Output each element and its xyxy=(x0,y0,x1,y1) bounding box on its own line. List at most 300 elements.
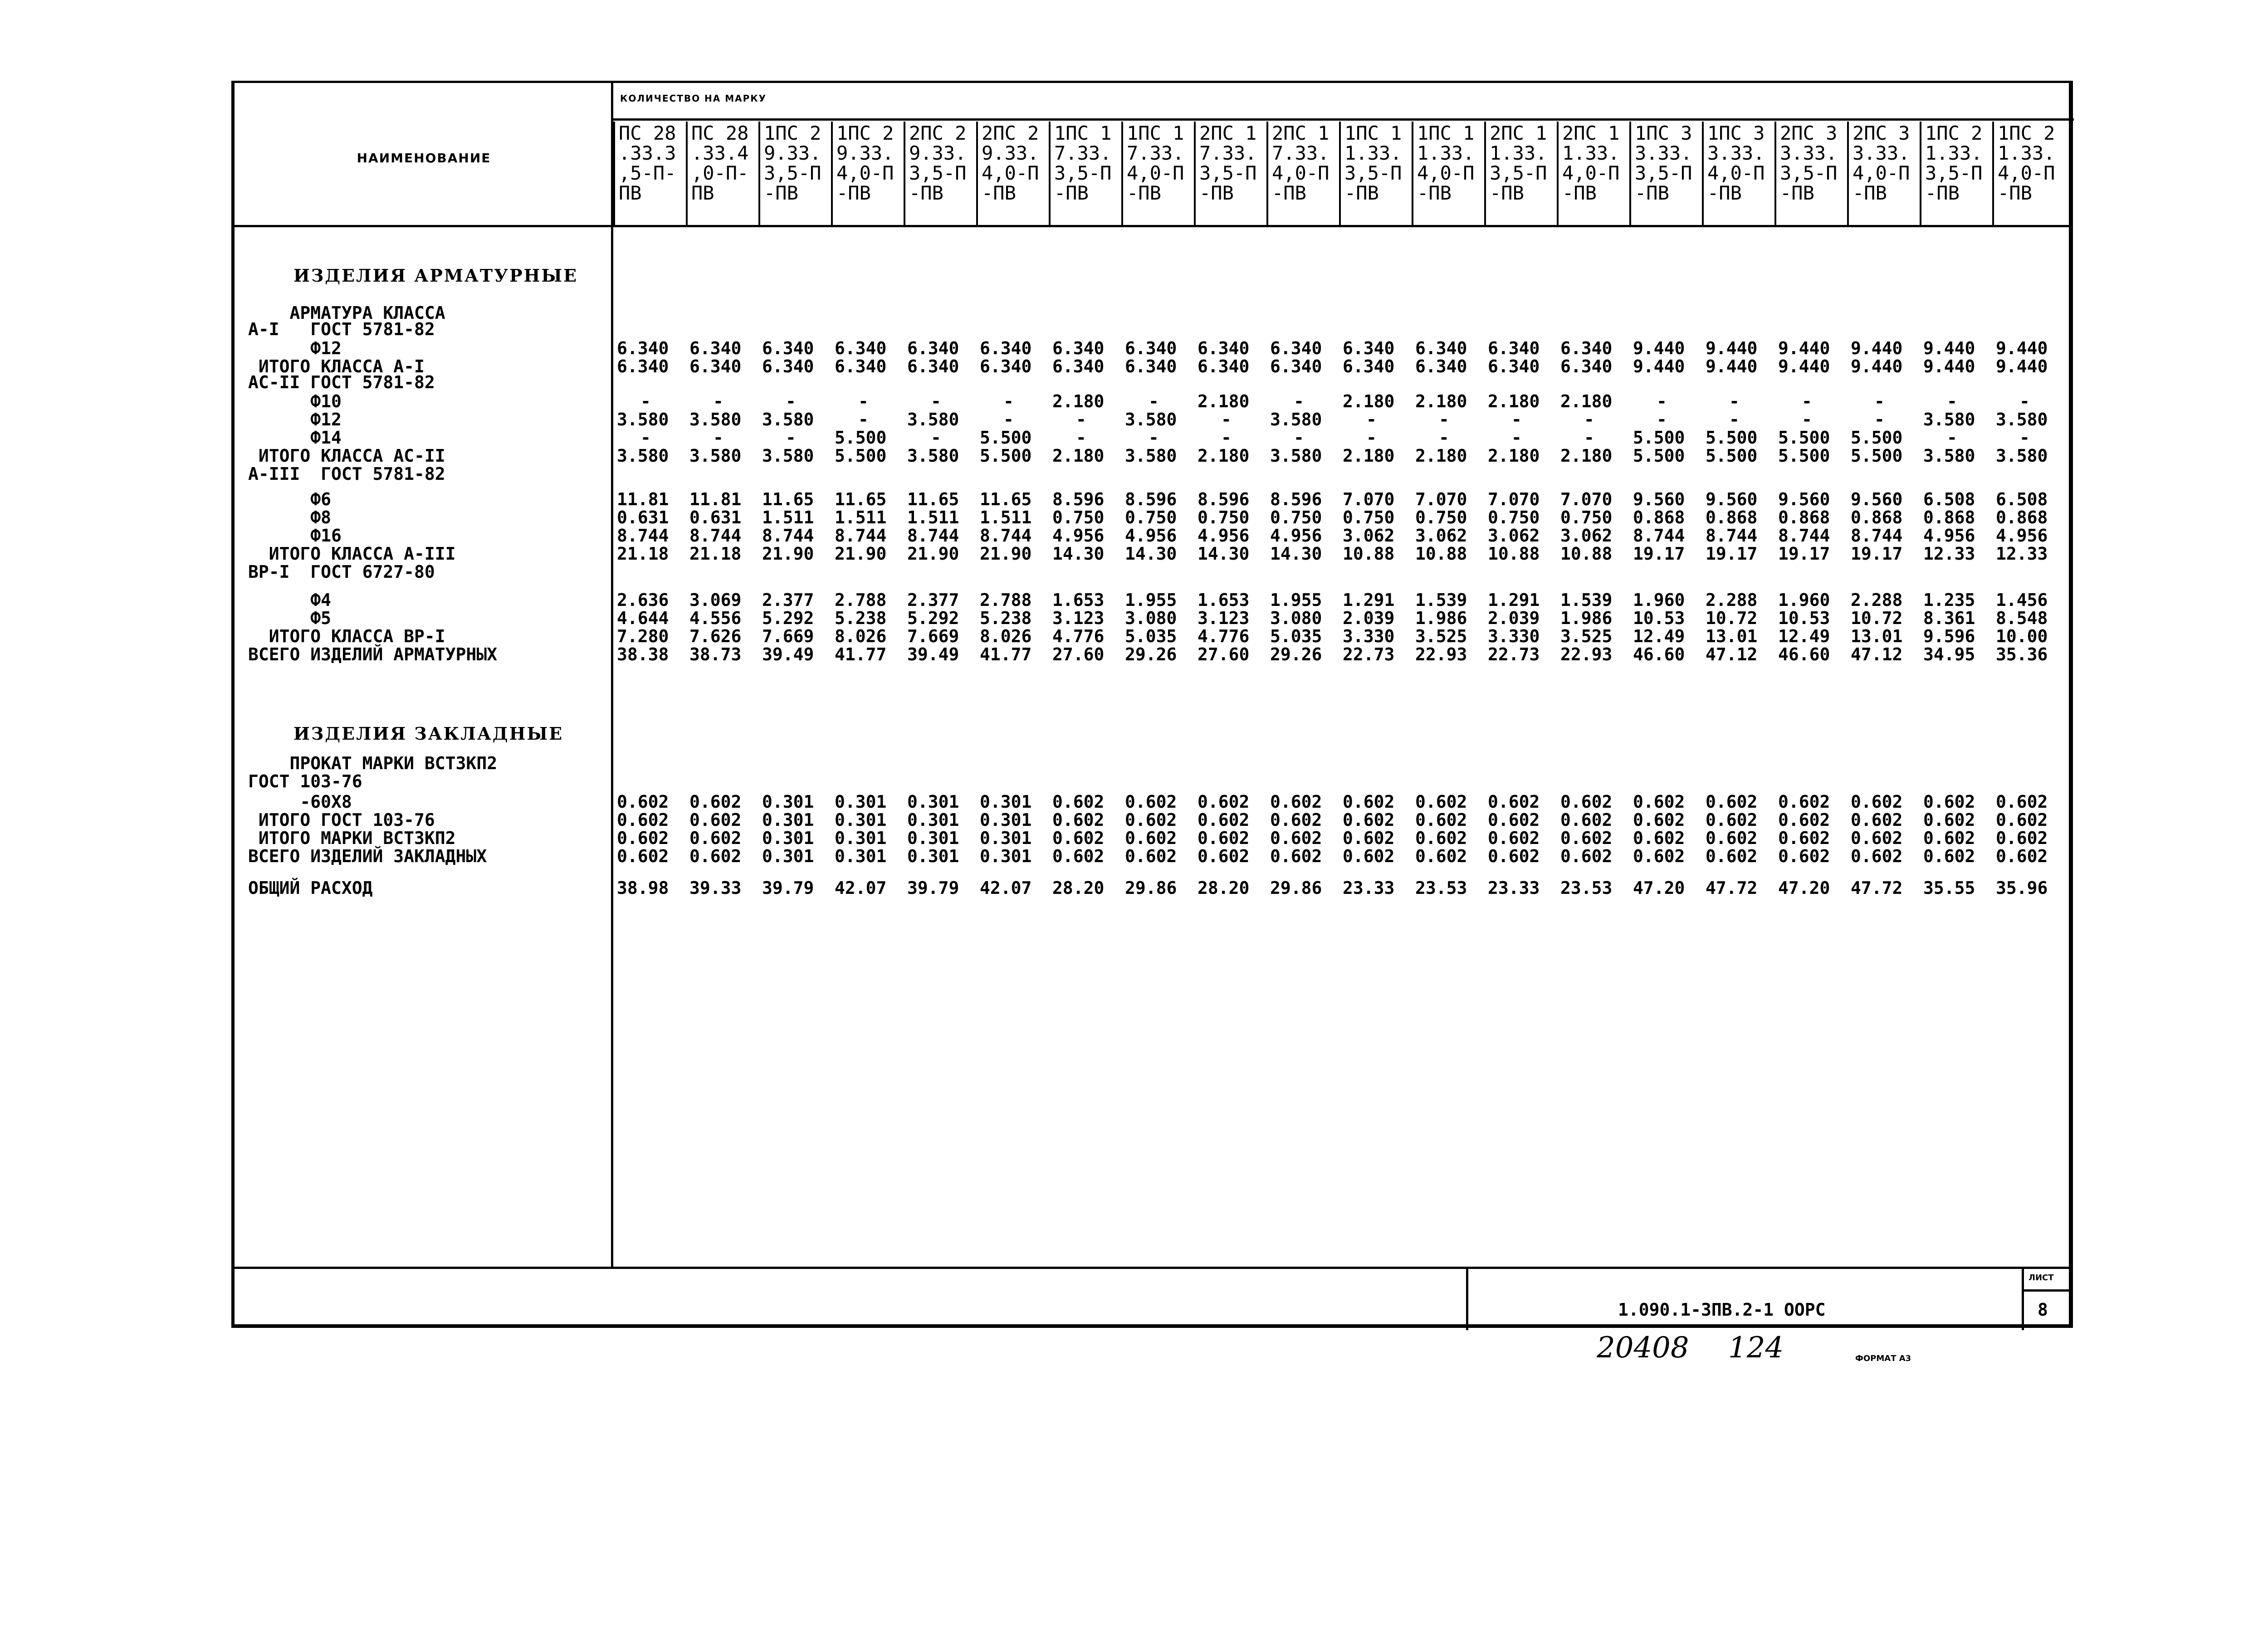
table-cell: 41.77 xyxy=(835,644,887,664)
table-cell: 1.291 xyxy=(1343,590,1395,610)
table-cell: 23.53 xyxy=(1560,878,1613,898)
table-cell: 2.180 xyxy=(1198,446,1250,466)
table-cell: 9.440 xyxy=(1996,338,2048,358)
table-row xyxy=(613,811,2065,829)
table-cell: 4.776 xyxy=(1052,626,1105,646)
table-cell: 2.377 xyxy=(907,590,959,610)
table-cell: 0.301 xyxy=(980,810,1032,830)
table-cell: - xyxy=(2019,428,2030,448)
row-label: ВР-I ГОСТ 6727-80 xyxy=(248,562,435,582)
mark-column-header: 1ПС 2 1.33. 4,0-П -ПВ xyxy=(1992,122,2065,226)
table-cell: 0.602 xyxy=(1488,792,1540,812)
table-cell: - xyxy=(1294,391,1304,411)
table-cell: 5.292 xyxy=(907,608,959,628)
table-cell: - xyxy=(1729,410,1740,429)
table-cell: 0.750 xyxy=(1052,507,1105,527)
table-cell: 0.602 xyxy=(1198,810,1250,830)
table-cell: 0.868 xyxy=(1996,507,2048,527)
table-cell: 0.750 xyxy=(1488,507,1540,527)
table-cell: 12.49 xyxy=(1633,626,1685,646)
table-cell: 0.602 xyxy=(1415,792,1467,812)
table-cell: 2.377 xyxy=(762,590,814,610)
table-cell: 0.602 xyxy=(1125,810,1177,830)
table-cell: 9.440 xyxy=(1778,356,1830,376)
table-cell: 5.500 xyxy=(1633,428,1685,448)
table-cell: 6.340 xyxy=(835,338,887,358)
mark-column-header: 1ПС 2 9.33. 3,5-П -ПВ xyxy=(758,122,831,226)
qty-header-divider xyxy=(611,118,2074,121)
table-cell: - xyxy=(1802,391,1812,411)
table-cell: 29.86 xyxy=(1125,878,1177,898)
mark-column-header: 2ПС 1 7.33. 3,5-П -ПВ xyxy=(1194,122,1266,226)
table-cell: 9.440 xyxy=(1778,338,1830,358)
table-cell: 21.90 xyxy=(835,544,887,564)
table-cell: 6.340 xyxy=(1560,338,1613,358)
table-cell: 0.602 xyxy=(1851,810,1903,830)
table-cell: 0.602 xyxy=(1270,828,1322,848)
table-cell: 3.525 xyxy=(1415,626,1467,646)
table-cell: 0.602 xyxy=(1052,828,1105,848)
sheet-cell-divider xyxy=(2022,1267,2024,1330)
table-cell: 0.602 xyxy=(1996,792,2048,812)
table-row xyxy=(613,508,2065,527)
handwritten-number-left: 20408 xyxy=(1597,1331,1689,1365)
table-cell: 3.580 xyxy=(1125,446,1177,466)
table-cell: 0.602 xyxy=(1198,792,1250,812)
row-label: -60Х8 xyxy=(248,792,352,812)
table-cell: - xyxy=(713,428,723,448)
section-heading: ИЗДЕЛИЯ ЗАКЛАДНЫЕ xyxy=(293,723,564,744)
table-cell: 11.81 xyxy=(617,489,669,509)
table-cell: 39.49 xyxy=(907,644,959,664)
table-cell: 0.602 xyxy=(1125,828,1177,848)
table-cell: 4.956 xyxy=(1125,526,1177,546)
table-cell: 1.511 xyxy=(980,507,1032,527)
table-cell: 8.026 xyxy=(835,626,887,646)
table-row xyxy=(613,339,2065,357)
table-cell: 0.868 xyxy=(1633,507,1685,527)
table-cell: 3.580 xyxy=(907,410,959,429)
table-cell: 4.776 xyxy=(1198,626,1250,646)
table-cell: 21.90 xyxy=(980,544,1032,564)
table-cell: 2.288 xyxy=(1851,590,1903,610)
table-cell: 29.26 xyxy=(1270,644,1322,664)
row-label: А-I ГОСТ 5781-82 xyxy=(248,319,435,339)
table-cell: 3.580 xyxy=(689,410,742,429)
table-cell: 0.602 xyxy=(1778,792,1830,812)
mark-column-header: 1ПС 1 1.33. 4,0-П -ПВ xyxy=(1412,122,1484,226)
table-cell: 4.956 xyxy=(1052,526,1105,546)
table-cell: 0.602 xyxy=(1851,828,1903,848)
table-cell: 3.580 xyxy=(1125,410,1177,429)
table-cell: 0.301 xyxy=(762,828,814,848)
table-cell: 0.602 xyxy=(1923,810,1975,830)
table-cell: - xyxy=(1874,391,1885,411)
sheet-label: ЛИСТ xyxy=(2028,1273,2054,1283)
row-label: ИТОГО КЛАССА ВР-I xyxy=(248,626,445,646)
row-label: ВСЕГО ИЗДЕЛИЙ АРМАТУРНЫХ xyxy=(248,644,498,664)
table-cell: 2.180 xyxy=(1343,446,1395,466)
table-cell: 0.301 xyxy=(907,828,959,848)
mark-column-header: 2ПС 1 1.33. 3,5-П -ПВ xyxy=(1484,122,1557,226)
table-cell: 0.602 xyxy=(1633,792,1685,812)
table-cell: 0.301 xyxy=(762,846,814,866)
table-cell: 2.180 xyxy=(1488,391,1540,411)
row-label: Ф12 xyxy=(248,410,342,429)
table-cell: 0.602 xyxy=(1270,792,1322,812)
table-cell: - xyxy=(1657,410,1667,429)
table-cell: 7.070 xyxy=(1560,489,1613,509)
sheet-number: 8 xyxy=(2038,1300,2048,1320)
table-cell: 6.340 xyxy=(1198,356,1250,376)
table-cell: 35.36 xyxy=(1996,644,2048,664)
table-cell: 0.602 xyxy=(1560,792,1613,812)
table-cell: 39.79 xyxy=(907,878,959,898)
table-row xyxy=(613,410,2065,429)
mark-column-header: 2ПС 1 1.33. 4,0-П -ПВ xyxy=(1557,122,1629,226)
table-cell: 0.750 xyxy=(1198,507,1250,527)
table-cell: 5.500 xyxy=(835,428,887,448)
table-cell: 6.340 xyxy=(617,356,669,376)
table-cell: - xyxy=(1439,410,1449,429)
table-cell: - xyxy=(1076,428,1086,448)
table-cell: 23.33 xyxy=(1488,878,1540,898)
table-cell: 1.511 xyxy=(762,507,814,527)
table-cell: 6.340 xyxy=(1343,356,1395,376)
table-cell: 1.511 xyxy=(907,507,959,527)
table-cell: 47.20 xyxy=(1778,878,1830,898)
mark-column-header: 2ПС 3 3.33. 3,5-П -ПВ xyxy=(1774,122,1847,226)
table-cell: 11.65 xyxy=(980,489,1032,509)
table-cell: 0.301 xyxy=(835,810,887,830)
table-cell: 0.750 xyxy=(1343,507,1395,527)
table-cell: 0.602 xyxy=(1415,828,1467,848)
table-cell: 35.55 xyxy=(1923,878,1975,898)
table-cell: 1.955 xyxy=(1125,590,1177,610)
stamp-top-rule xyxy=(235,1267,2072,1269)
table-cell: 3.123 xyxy=(1198,608,1250,628)
mark-column-header: 1ПС 3 3.33. 4,0-П -ПВ xyxy=(1702,122,1774,226)
table-cell: 0.602 xyxy=(1996,846,2048,866)
table-cell: - xyxy=(858,410,869,429)
mark-column-header: 1ПС 1 1.33. 3,5-П -ПВ xyxy=(1339,122,1412,226)
table-cell: 6.340 xyxy=(907,356,959,376)
table-cell: 6.340 xyxy=(1125,356,1177,376)
table-cell: 6.340 xyxy=(835,356,887,376)
table-cell: 7.070 xyxy=(1343,489,1395,509)
table-cell: 0.602 xyxy=(617,810,669,830)
table-cell: 8.744 xyxy=(1778,526,1830,546)
table-cell: 27.60 xyxy=(1052,644,1105,664)
table-cell: 3.062 xyxy=(1415,526,1467,546)
table-cell: 9.560 xyxy=(1778,489,1830,509)
table-cell: 0.602 xyxy=(689,846,742,866)
table-cell: 6.508 xyxy=(1923,489,1975,509)
table-cell: 1.291 xyxy=(1488,590,1540,610)
table-cell: 3.580 xyxy=(1923,446,1975,466)
table-cell: 7.626 xyxy=(689,626,742,646)
table-row xyxy=(613,609,2065,627)
table-cell: 2.039 xyxy=(1488,608,1540,628)
table-cell: 0.602 xyxy=(1270,846,1322,866)
table-cell: 0.602 xyxy=(617,846,669,866)
table-cell: 6.340 xyxy=(1415,356,1467,376)
table-cell: 3.580 xyxy=(762,410,814,429)
table-cell: - xyxy=(1221,428,1232,448)
table-cell: 4.556 xyxy=(689,608,742,628)
table-cell: 19.17 xyxy=(1851,544,1903,564)
table-cell: 0.750 xyxy=(1415,507,1467,527)
table-cell: 8.744 xyxy=(1706,526,1758,546)
table-cell: 0.602 xyxy=(1488,810,1540,830)
table-cell: 0.602 xyxy=(1633,828,1685,848)
drawing-sheet xyxy=(231,81,2073,1328)
table-row xyxy=(613,793,2065,811)
table-cell: - xyxy=(1149,391,1159,411)
table-cell: 0.602 xyxy=(1851,792,1903,812)
table-cell: 0.301 xyxy=(835,846,887,866)
table-cell: - xyxy=(1003,391,1014,411)
table-cell: 21.90 xyxy=(762,544,814,564)
table-cell: 9.440 xyxy=(1706,338,1758,358)
mark-column-header: 2ПС 3 3.33. 4,0-П -ПВ xyxy=(1847,122,1920,226)
table-cell: 0.602 xyxy=(1343,810,1395,830)
table-cell: 0.602 xyxy=(1706,810,1758,830)
table-cell: 35.96 xyxy=(1996,878,2048,898)
table-cell: 0.301 xyxy=(835,828,887,848)
table-cell: 0.301 xyxy=(762,810,814,830)
table-cell: 5.238 xyxy=(980,608,1032,628)
table-cell: 3.330 xyxy=(1343,626,1395,646)
table-cell: 0.868 xyxy=(1923,507,1975,527)
table-cell: 0.602 xyxy=(1923,828,1975,848)
table-cell: 3.069 xyxy=(689,590,742,610)
table-cell: 6.340 xyxy=(1125,338,1177,358)
table-cell: 6.340 xyxy=(1052,338,1105,358)
table-cell: 3.580 xyxy=(617,446,669,466)
table-cell: 0.602 xyxy=(1125,846,1177,866)
table-cell: 6.340 xyxy=(1052,356,1105,376)
table-cell: 12.33 xyxy=(1923,544,1975,564)
mark-column-header: 1ПС 1 7.33. 4,0-П -ПВ xyxy=(1121,122,1194,226)
table-cell: 2.788 xyxy=(835,590,887,610)
table-cell: 0.602 xyxy=(1778,810,1830,830)
stamp-divider xyxy=(1466,1267,1468,1330)
table-cell: 9.440 xyxy=(1996,356,2048,376)
table-cell: 0.602 xyxy=(1851,846,1903,866)
table-cell: 14.30 xyxy=(1052,544,1105,564)
row-label: ИТОГО КЛАССА АС-II xyxy=(248,446,445,466)
table-cell: 6.340 xyxy=(689,356,742,376)
table-cell: 5.500 xyxy=(1778,428,1830,448)
mark-column-header: 1ПС 3 3.33. 3,5-П -ПВ xyxy=(1629,122,1702,226)
table-cell: 0.750 xyxy=(1125,507,1177,527)
table-cell: 3.062 xyxy=(1343,526,1395,546)
table-cell: 6.340 xyxy=(762,356,814,376)
table-cell: 0.602 xyxy=(1343,846,1395,866)
table-cell: 38.98 xyxy=(617,878,669,898)
table-cell: 4.644 xyxy=(617,608,669,628)
table-cell: 19.17 xyxy=(1706,544,1758,564)
table-cell: 1.986 xyxy=(1560,608,1613,628)
table-cell: 3.580 xyxy=(762,446,814,466)
table-cell: 29.86 xyxy=(1270,878,1322,898)
table-cell: 6.340 xyxy=(980,338,1032,358)
row-label: ИТОГО МАРКИ ВСТ3КП2 xyxy=(248,828,456,848)
table-cell: - xyxy=(1221,410,1232,429)
table-cell: 5.500 xyxy=(835,446,887,466)
table-cell: 9.596 xyxy=(1923,626,1975,646)
table-cell: 0.602 xyxy=(1125,792,1177,812)
row-label: А-III ГОСТ 5781-82 xyxy=(248,464,445,484)
row-label: ОБЩИЙ РАСХОД xyxy=(248,878,373,898)
table-cell: 6.340 xyxy=(762,338,814,358)
table-cell: 39.49 xyxy=(762,644,814,664)
row-label: Ф14 xyxy=(248,428,342,448)
table-row xyxy=(613,829,2065,847)
format-label: ФОРМАТ А3 xyxy=(1855,1354,1911,1363)
table-cell: 9.560 xyxy=(1851,489,1903,509)
table-row xyxy=(613,357,2065,376)
row-label: ВСЕГО ИЗДЕЛИЙ ЗАКЛАДНЫХ xyxy=(248,846,487,866)
table-cell: 0.301 xyxy=(907,792,959,812)
table-row xyxy=(613,545,2065,563)
table-cell: 5.500 xyxy=(1851,428,1903,448)
table-cell: 10.53 xyxy=(1778,608,1830,628)
table-cell: 9.560 xyxy=(1633,489,1685,509)
table-cell: 13.01 xyxy=(1706,626,1758,646)
table-cell: 3.062 xyxy=(1488,526,1540,546)
sheet-cell-rule xyxy=(2022,1289,2072,1292)
table-cell: 0.602 xyxy=(617,792,669,812)
table-cell: 21.18 xyxy=(689,544,742,564)
table-cell: 0.301 xyxy=(835,792,887,812)
table-cell: 22.73 xyxy=(1343,644,1395,664)
table-cell: 8.596 xyxy=(1052,489,1105,509)
table-cell: - xyxy=(1584,410,1594,429)
table-cell: 8.744 xyxy=(762,526,814,546)
table-cell: - xyxy=(1947,428,1957,448)
document-code: 1.090.1-3ПВ.2-1 ООРС xyxy=(1618,1300,1826,1320)
row-label: Ф12 xyxy=(248,338,342,358)
table-cell: 10.00 xyxy=(1996,626,2048,646)
table-cell: 2.180 xyxy=(1343,391,1395,411)
row-label: ПРОКАТ МАРКИ ВСТ3КП2 xyxy=(248,753,498,773)
table-cell: 9.440 xyxy=(1633,338,1685,358)
table-cell: - xyxy=(1511,428,1522,448)
table-cell: 8.548 xyxy=(1996,608,2048,628)
row-label: ИТОГО ГОСТ 103-76 xyxy=(248,810,435,830)
table-cell: 5.500 xyxy=(1851,446,1903,466)
table-cell: 0.602 xyxy=(689,810,742,830)
table-cell: 10.88 xyxy=(1415,544,1467,564)
row-label: ИТОГО КЛАССА А-I xyxy=(248,356,425,376)
table-cell: 1.235 xyxy=(1923,590,1975,610)
table-cell: - xyxy=(1511,410,1522,429)
table-cell: 11.65 xyxy=(907,489,959,509)
table-cell: - xyxy=(931,391,941,411)
row-label: Ф10 xyxy=(248,391,342,411)
table-cell: 0.602 xyxy=(1343,792,1395,812)
table-cell: 3.062 xyxy=(1560,526,1613,546)
table-cell: 4.956 xyxy=(1996,526,2048,546)
table-cell: 8.596 xyxy=(1198,489,1250,509)
table-cell: 10.88 xyxy=(1343,544,1395,564)
table-cell: 21.90 xyxy=(907,544,959,564)
table-cell: 0.301 xyxy=(980,792,1032,812)
table-cell: - xyxy=(1439,428,1449,448)
table-cell: 0.750 xyxy=(1560,507,1613,527)
table-cell: 0.602 xyxy=(1778,846,1830,866)
table-cell: - xyxy=(1366,410,1377,429)
table-cell: - xyxy=(786,428,796,448)
table-cell: 0.602 xyxy=(1560,810,1613,830)
table-row xyxy=(613,392,2065,410)
table-cell: - xyxy=(713,391,723,411)
mark-column-header: 1ПС 2 9.33. 4,0-П -ПВ xyxy=(831,122,904,226)
table-cell: 2.039 xyxy=(1343,608,1395,628)
table-cell: 0.602 xyxy=(1923,792,1975,812)
table-cell: 5.500 xyxy=(1706,446,1758,466)
table-cell: 6.340 xyxy=(1270,356,1322,376)
table-cell: 8.744 xyxy=(980,526,1032,546)
table-cell: 0.602 xyxy=(1052,846,1105,866)
table-cell: 2.180 xyxy=(1560,446,1613,466)
table-cell: 0.602 xyxy=(1706,828,1758,848)
name-column-header: НАИМЕНОВАНИЕ xyxy=(357,151,491,166)
table-cell: 14.30 xyxy=(1125,544,1177,564)
table-cell: 14.30 xyxy=(1270,544,1322,564)
table-cell: 10.72 xyxy=(1851,608,1903,628)
table-cell: 0.301 xyxy=(907,810,959,830)
table-cell: 42.07 xyxy=(980,878,1032,898)
table-cell: 47.72 xyxy=(1851,878,1903,898)
table-cell: 13.01 xyxy=(1851,626,1903,646)
table-cell: 1.653 xyxy=(1052,590,1105,610)
table-cell: 39.79 xyxy=(762,878,814,898)
mark-column-header: 2ПС 2 9.33. 3,5-П -ПВ xyxy=(904,122,976,226)
table-cell: 6.340 xyxy=(1560,356,1613,376)
table-cell: 0.602 xyxy=(1343,828,1395,848)
table-cell: 2.180 xyxy=(1052,391,1105,411)
table-cell: 10.53 xyxy=(1633,608,1685,628)
table-cell: 1.539 xyxy=(1560,590,1613,610)
table-cell: 6.340 xyxy=(689,338,742,358)
table-cell: 22.93 xyxy=(1560,644,1613,664)
table-cell: 0.602 xyxy=(1052,792,1105,812)
table-cell: 9.560 xyxy=(1706,489,1758,509)
table-cell: - xyxy=(1657,391,1667,411)
table-cell: 9.440 xyxy=(1923,338,1975,358)
table-cell: - xyxy=(1874,410,1885,429)
row-label: Ф6 xyxy=(248,489,332,509)
table-cell: 0.301 xyxy=(762,792,814,812)
table-cell: 7.070 xyxy=(1415,489,1467,509)
table-cell: 0.602 xyxy=(689,792,742,812)
table-cell: 1.960 xyxy=(1778,590,1830,610)
table-cell: 0.602 xyxy=(1198,846,1250,866)
table-cell: 7.669 xyxy=(907,626,959,646)
table-cell: 8.744 xyxy=(835,526,887,546)
table-cell: 28.20 xyxy=(1198,878,1250,898)
table-cell: 28.20 xyxy=(1052,878,1105,898)
table-cell: 3.330 xyxy=(1488,626,1540,646)
table-cell: - xyxy=(1584,428,1594,448)
table-row xyxy=(613,645,2065,663)
table-cell: 8.744 xyxy=(907,526,959,546)
table-cell: 1.539 xyxy=(1415,590,1467,610)
table-cell: 3.580 xyxy=(1996,410,2048,429)
